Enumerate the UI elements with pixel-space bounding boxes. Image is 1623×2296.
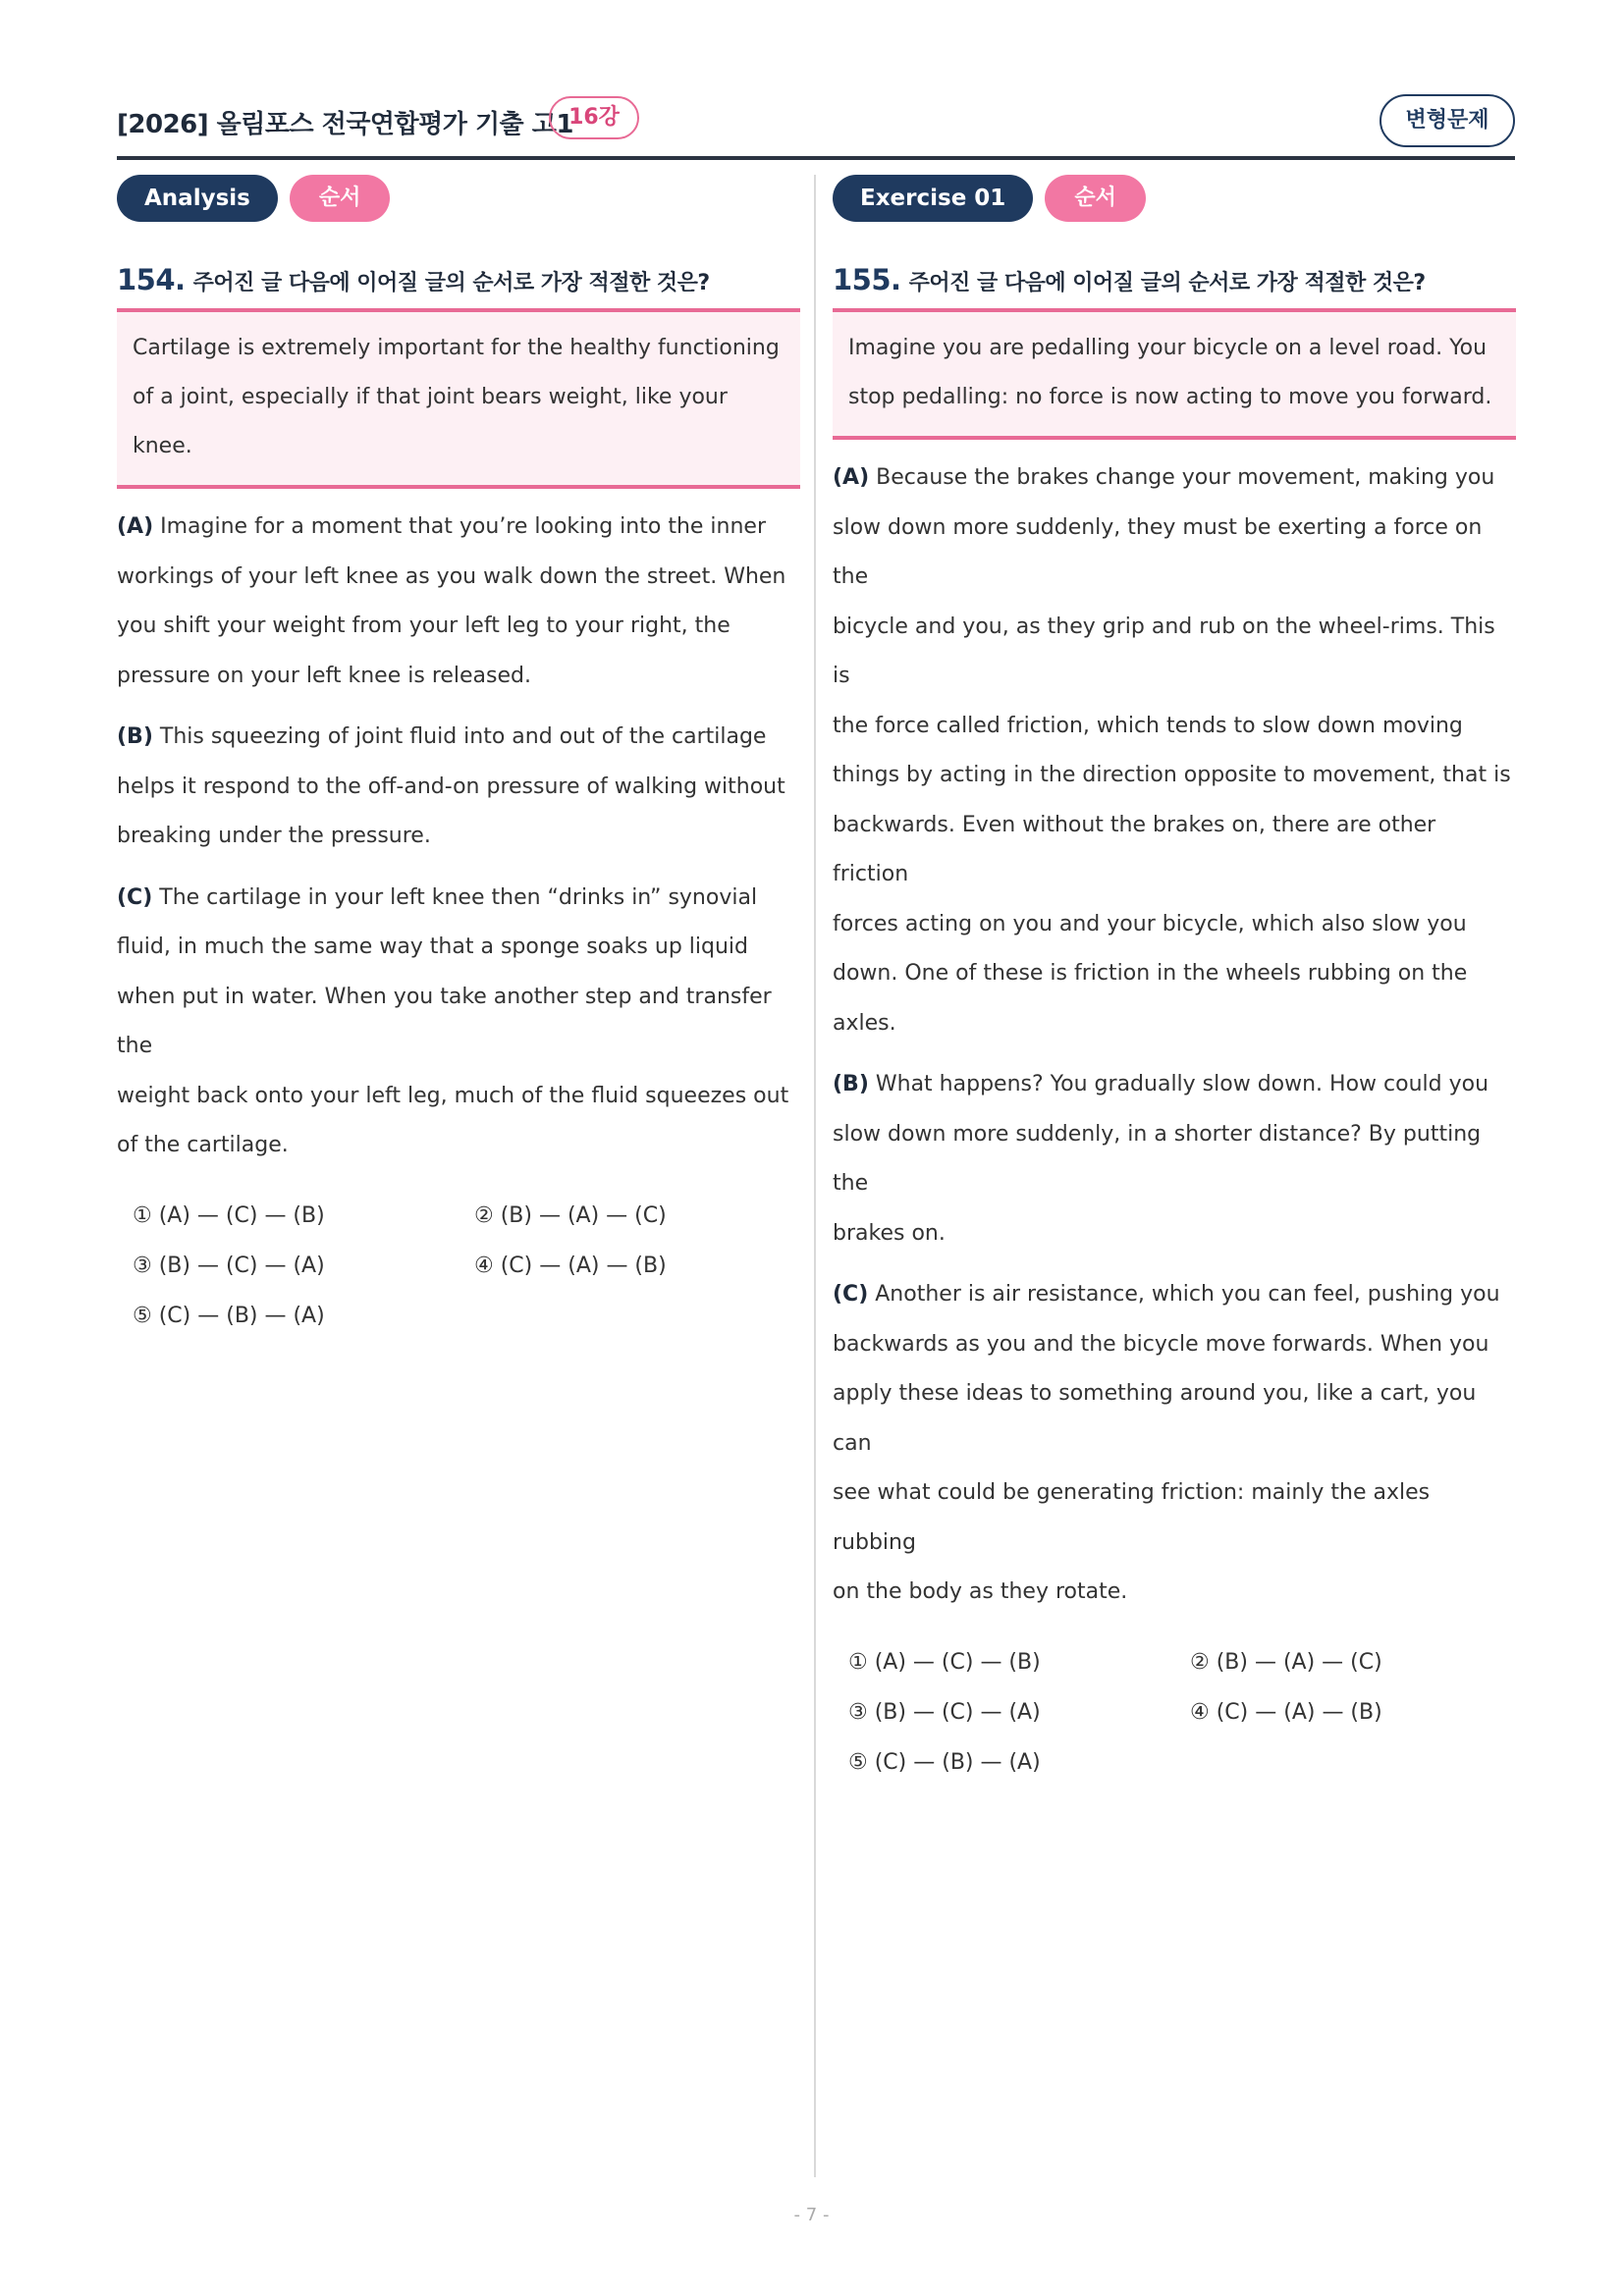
choice-3[interactable]: ③ (B) — (C) — (A)	[133, 1253, 325, 1278]
paragraph-line: things by acting in the direction opposite to movement, that is	[833, 763, 1511, 787]
paragraph-line: helps it respond to the off-and-on pressure of walking without	[117, 774, 785, 799]
paragraph-line: down. One of these is friction in the wheels rubbing on the	[833, 961, 1468, 986]
header-rule	[117, 156, 1515, 160]
right-tags	[833, 175, 1516, 222]
paragraph-line: workings of your left knee as you walk down the street. When	[117, 563, 786, 589]
analysis-tag: Analysis	[117, 175, 278, 222]
paragraph-label: (C)	[117, 884, 153, 910]
paragraph-line: pressure on your left knee is released.	[117, 663, 531, 688]
question-text: 주어진 글 다음에 이어질 글의 순서로 가장 적절한 것은?	[192, 271, 710, 295]
order-tag: 순서	[1045, 175, 1146, 222]
paragraph-line: when put in water. When you take another step and transfer the	[117, 984, 772, 1058]
intro-box	[833, 312, 1516, 440]
passage	[833, 454, 1516, 1618]
paragraph-c	[117, 874, 800, 1171]
paragraph-b	[833, 1060, 1516, 1258]
intro-box	[117, 312, 800, 489]
paragraph-line: slow down more suddenly, in a shorter distance? By putting the	[833, 1121, 1482, 1196]
paragraph-line: fluid, in much the same way that a sponge soaks up liquid	[117, 934, 748, 959]
paragraph-label: (A)	[117, 514, 154, 539]
paragraph-label: (A)	[833, 465, 870, 490]
paragraph-line: forces acting on you and your bicycle, which also slow you	[833, 911, 1467, 936]
paragraph-line: breaking under the pressure.	[117, 824, 431, 848]
question-title	[117, 261, 800, 298]
choice-4[interactable]: ④ (C) — (A) — (B)	[1190, 1699, 1382, 1725]
paragraph-line: on the body as they rotate.	[833, 1579, 1128, 1604]
choice-1[interactable]: ① (A) — (C) — (B)	[848, 1649, 1041, 1675]
answer-choices	[133, 1191, 800, 1341]
header-title: [2026] 올림포스 전국연합평가 기출 고1	[117, 110, 573, 139]
answer-choices	[848, 1637, 1516, 1788]
lesson-badge: 16강	[549, 96, 639, 139]
paragraph-line: you shift your weight from your left leg to your right, the	[117, 614, 730, 638]
paragraph-line: The cartilage in your left knee then “drinks in” synovial	[152, 884, 758, 910]
problem-type-badge: 변형문제	[1380, 94, 1515, 147]
paragraph-line: brakes on.	[833, 1220, 946, 1246]
choice-2[interactable]: ② (B) — (A) — (C)	[1190, 1649, 1382, 1675]
paragraph-line: Imagine for a moment that you’re looking into the inner	[153, 514, 766, 539]
exercise-tag: Exercise 01	[833, 175, 1033, 222]
paragraph-line: of the cartilage.	[117, 1133, 289, 1157]
paragraph-line: the force called friction, which tends to slow down moving	[833, 713, 1463, 738]
choice-3[interactable]: ③ (B) — (C) — (A)	[848, 1699, 1041, 1725]
paragraph-line: Because the brakes change your movement, making you	[869, 465, 1495, 490]
paragraph-a	[833, 454, 1516, 1048]
choice-5[interactable]: ⑤ (C) — (B) — (A)	[133, 1303, 325, 1328]
right-column	[833, 175, 1516, 1788]
choice-2[interactable]: ② (B) — (A) — (C)	[474, 1202, 667, 1228]
paragraph-b	[117, 713, 800, 862]
page-number: - 7 -	[793, 2205, 830, 2225]
paragraph-line: weight back onto your left leg, much of the fluid squeezes out	[117, 1083, 789, 1108]
paragraph-line: backwards as you and the bicycle move forwards. When you	[833, 1331, 1489, 1357]
question-number: 155.	[833, 263, 901, 296]
choice-1[interactable]: ① (A) — (C) — (B)	[133, 1202, 325, 1228]
column-divider	[814, 175, 816, 2177]
choice-4[interactable]: ④ (C) — (A) — (B)	[474, 1253, 667, 1278]
paragraph-line: What happens? You gradually slow down. How could you	[868, 1072, 1489, 1096]
paragraph-line: Another is air resistance, which you can feel, pushing you	[868, 1282, 1500, 1307]
choice-5[interactable]: ⑤ (C) — (B) — (A)	[848, 1749, 1041, 1775]
paragraph-line: see what could be generating friction: mainly the axles rubbing	[833, 1480, 1431, 1555]
order-tag: 순서	[290, 175, 391, 222]
paragraph-label: (B)	[833, 1072, 869, 1096]
paragraph-line: apply these ideas to something around you, like a cart, you can	[833, 1381, 1477, 1456]
intro-line: stop pedalling: no force is now acting to move you forward.	[848, 385, 1492, 409]
intro-line: of a joint, especially if that joint bears weight, like your knee.	[133, 385, 728, 458]
paragraph-label: (C)	[833, 1282, 869, 1307]
paragraph-line: bicycle and you, as they grip and rub on the wheel-rims. This is	[833, 614, 1495, 688]
question-text: 주어진 글 다음에 이어질 글의 순서로 가장 적절한 것은?	[908, 271, 1426, 295]
intro-line: Imagine you are pedalling your bicycle on a level road. You	[848, 336, 1488, 360]
paragraph-a	[117, 503, 800, 701]
passage	[117, 503, 800, 1171]
question-number: 154.	[117, 263, 186, 296]
paragraph-line: slow down more suddenly, they must be exerting a force on the	[833, 514, 1483, 589]
paragraph-c	[833, 1270, 1516, 1618]
paragraph-line: backwards. Even without the brakes on, there are other friction	[833, 812, 1436, 886]
paragraph-line: This squeezing of joint fluid into and out of the cartilage	[152, 724, 767, 749]
paragraph-label: (B)	[117, 724, 153, 749]
question-title	[833, 261, 1516, 298]
page-header	[117, 94, 1515, 153]
paragraph-line: axles.	[833, 1010, 896, 1036]
left-column	[117, 175, 800, 1341]
left-tags	[117, 175, 800, 222]
intro-line: Cartilage is extremely important for the healthy functioning	[133, 336, 780, 360]
